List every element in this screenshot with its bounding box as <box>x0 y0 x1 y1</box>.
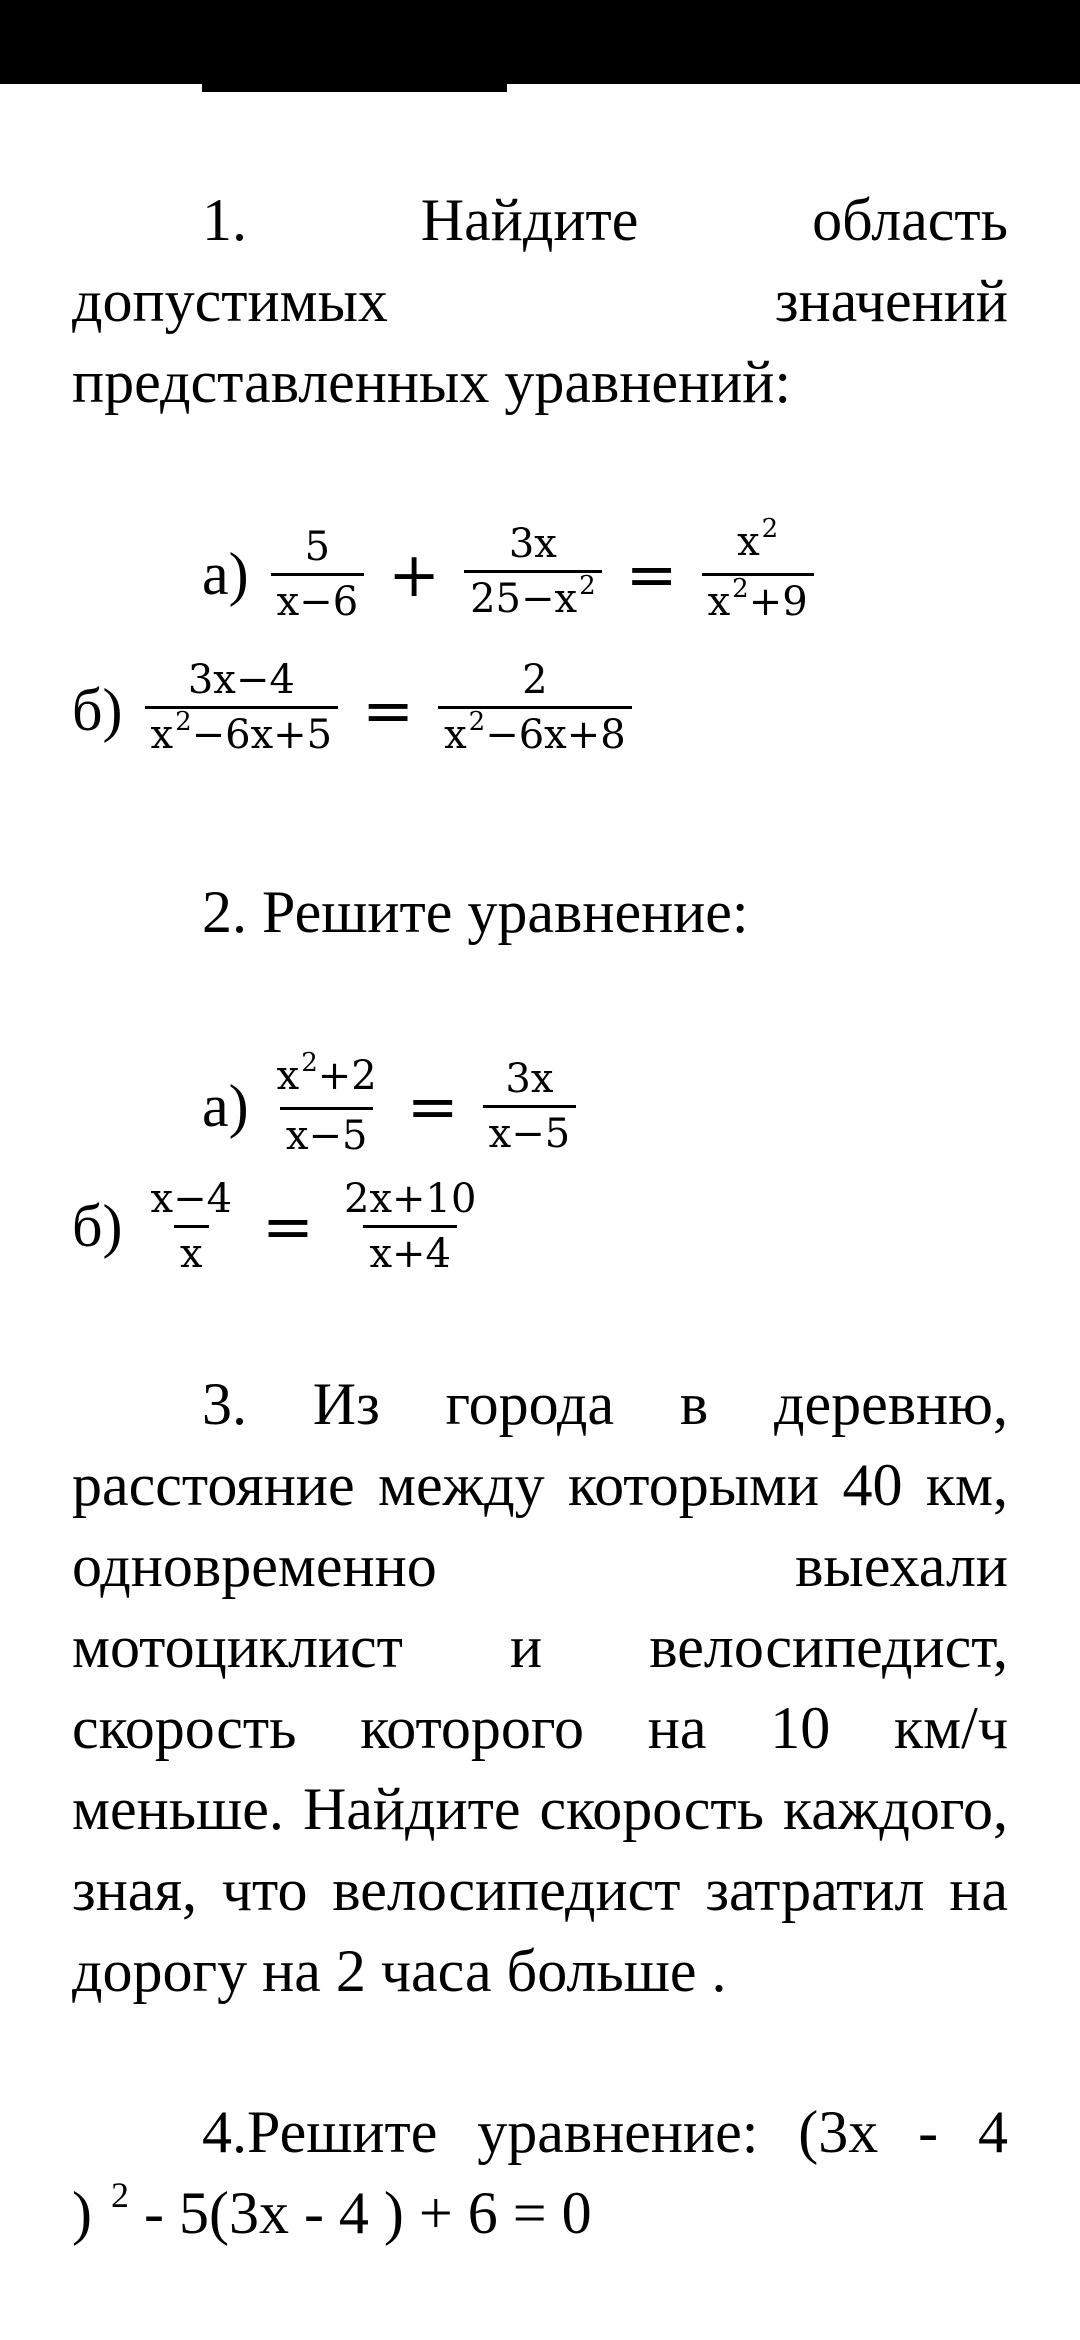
term: +9 <box>748 578 808 625</box>
fraction <box>464 518 602 630</box>
exponent: 2 <box>110 2175 129 2215</box>
term: x <box>444 712 467 758</box>
label-b: б) <box>72 1192 123 1259</box>
numerator: 3x <box>505 1055 554 1102</box>
denominator: x <box>174 1225 209 1280</box>
numerator: 2x+10 <box>344 1175 477 1222</box>
term: x <box>707 578 731 625</box>
term: x <box>276 1053 300 1099</box>
exponent: 2 <box>579 571 596 601</box>
term: +2 <box>317 1053 377 1099</box>
denominator <box>145 706 339 766</box>
fraction <box>702 513 814 633</box>
operator-equals: = <box>262 1189 314 1263</box>
numerator: x−4 <box>150 1175 233 1222</box>
label-a: а) <box>202 540 249 607</box>
denominator <box>702 573 814 633</box>
fraction <box>271 1050 383 1162</box>
exponent: 2 <box>301 1048 318 1078</box>
label-a: а) <box>202 1072 249 1139</box>
task-4-line-1: 4.Решите уравнение: (3x - 4 <box>202 2099 1008 2165</box>
task-4-line-2 <box>72 2173 1008 2262</box>
denominator: x+4 <box>363 1225 457 1280</box>
closing-paren: ) <box>72 2180 107 2246</box>
operator-plus: + <box>388 537 441 611</box>
fraction <box>145 1173 239 1280</box>
equation-tail: - 5(3x - 4 ) + 6 = 0 <box>128 2180 592 2246</box>
exponent: 2 <box>468 707 486 737</box>
task-1-equation-b <box>72 640 646 780</box>
cut-off-heading-underline <box>202 84 507 92</box>
task-1-text: 1. Найдите область допустимых значений представленных уравнений: <box>72 187 1008 415</box>
top-bar <box>0 0 1080 84</box>
denominator <box>438 706 632 766</box>
fraction <box>338 1173 482 1280</box>
fraction <box>145 654 339 766</box>
term: x <box>150 712 174 758</box>
numerator: 2 <box>522 657 548 703</box>
numerator: 5 <box>304 523 331 570</box>
operator-equals: = <box>625 537 678 611</box>
term: 25−x <box>470 576 578 622</box>
exponent: 2 <box>761 513 779 544</box>
denominator: x−6 <box>271 573 365 628</box>
denominator: x−5 <box>280 1107 374 1162</box>
exponent: 2 <box>175 707 192 737</box>
fraction <box>483 1053 577 1160</box>
operator-equals: = <box>406 1069 459 1143</box>
task-1-equation-a <box>202 504 828 644</box>
task-3-text: 3. Из города в деревню, расстояние между которыми 40 км, одновременно выехали мотоциклист и велосипедист, скорость которого на 10 км/ч меньше. Найдите скорость каждого, зная, что велосипедист затратил на дорогу на 2 часа больше . <box>72 1371 1008 2004</box>
denominator: x−5 <box>483 1105 577 1160</box>
label-b: б) <box>72 676 123 743</box>
operator-equals: = <box>362 673 415 747</box>
task-2-equation-a <box>202 1036 590 1176</box>
numerator <box>731 513 784 573</box>
numerator: 3x−4 <box>187 657 295 703</box>
term: x <box>737 518 760 565</box>
task-2-text: 2. Решите уравнение: <box>202 879 749 945</box>
term: −6x+5 <box>191 712 333 758</box>
numerator: 3x <box>508 521 557 567</box>
task-2-equation-b <box>72 1156 496 1296</box>
term: −6x+8 <box>485 712 626 758</box>
numerator <box>271 1050 383 1107</box>
exponent: 2 <box>732 573 749 604</box>
denominator <box>464 570 602 630</box>
fraction <box>271 521 365 628</box>
fraction <box>438 654 632 766</box>
